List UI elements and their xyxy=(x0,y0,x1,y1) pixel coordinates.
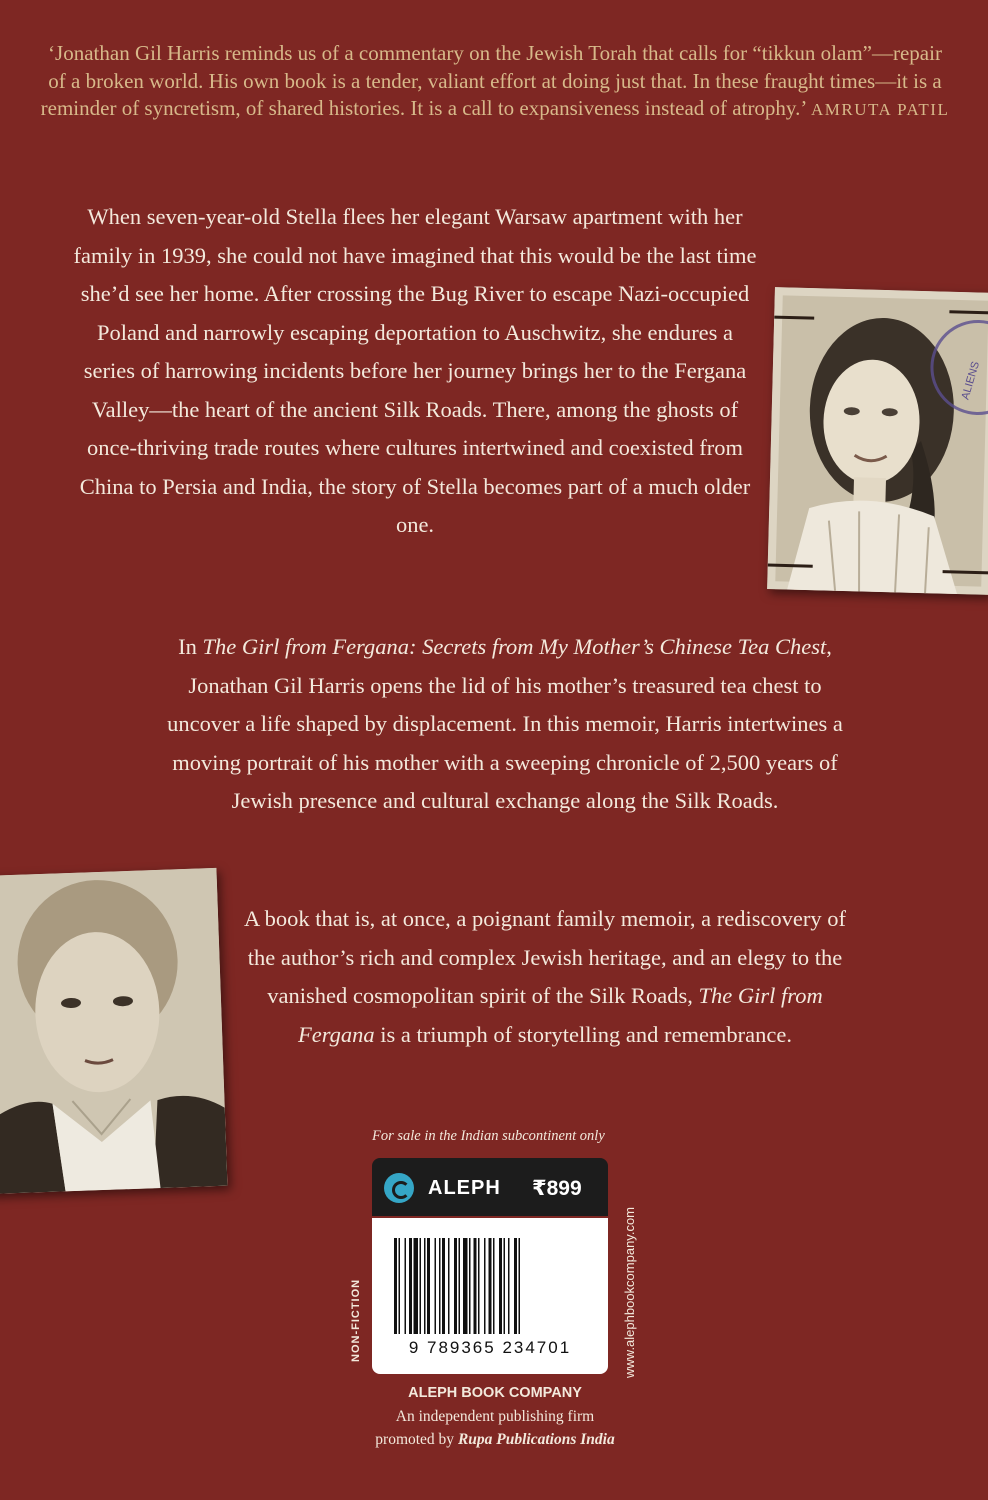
category-label: NON-FICTION xyxy=(350,1278,362,1362)
price-box-brand: ALEPH xyxy=(428,1177,501,1199)
publisher-line-2-name: Rupa Publications India xyxy=(457,1431,615,1448)
publisher-name: ALEPH BOOK COMPANY xyxy=(408,1385,582,1401)
publisher-line-1: An independent publishing firm xyxy=(395,1408,595,1425)
isbn-number: 9 789365 234701 xyxy=(408,1338,572,1357)
publisher-line-2 xyxy=(300,1428,690,1451)
p2-book-title: The Girl from Fergana: Secrets from My Mother’s Chinese Tea Chest xyxy=(202,634,827,659)
p3-rest: is a triumph of storytelling and remembrance. xyxy=(374,1021,793,1047)
p3-book-title: The Girl from Fergana xyxy=(297,983,823,1047)
barcode-box xyxy=(372,1218,608,1374)
stamp-text: ALIENS xyxy=(959,360,983,402)
sale-territory-note: For sale in the Indian subcontinent only xyxy=(372,1128,605,1144)
blurb-paragraph-3 xyxy=(235,900,855,1054)
price-label: ₹899 xyxy=(532,1177,582,1200)
p3-lead: A book that is, at once, a poignant family memoir, a rediscovery of the author’s rich and complex Jewish heritage, and an elegy to the vanished cosmopolitan spirit of the Silk Roads, xyxy=(243,906,847,1008)
publisher-block xyxy=(300,1382,690,1451)
blurb-paragraph-1: When seven-year-old Stella flees her elegant Warsaw apartment with her family in 1939, she could not have imagined that this would be the last time she’d see her home. After crossing the Bug River to escape Nazi-occupied Poland and narrowly escaping deportation to Auschwitz, she endures a series of harrowing incidents before her journey brings her to the Fergana Valley—the heart of the ancient Silk Roads. There, among the ghosts of once-thriving trade routes where cultures intertwined and coexisted from China to Persia and India, the story of Stella becomes part of a much older one. xyxy=(73,204,757,537)
publisher-line-2-lead: promoted by xyxy=(375,1431,458,1448)
vintage-photo-woman xyxy=(767,287,988,595)
publisher-website: www.alephbookcompany.com xyxy=(622,1206,637,1378)
blurb-paragraph-2 xyxy=(155,628,855,821)
p2-lead: In xyxy=(178,634,203,659)
endorsement-quote xyxy=(40,40,950,124)
quote-attribution: AMRUTA PATIL xyxy=(811,100,950,119)
quote-text: ‘Jonathan Gil Harris reminds us of a commentary on the Jewish Torah that calls for “tikkun olam”—repair of a broken world. His own book is a tender, valiant effort at doing just that. In these fraught times—it is a reminder of syncretism, of shared histories. It is a call to expansiveness instead of atrophy.’ xyxy=(40,41,942,120)
vintage-photo-girl xyxy=(0,868,227,1194)
barcode-icon xyxy=(390,1238,590,1338)
p2-rest: , Jonathan Gil Harris opens the lid of his mother’s treasured tea chest to uncover a life shaped by displacement. In this memoir, Harris intertwines a moving portrait of his mother with a sweeping chronicle of 2,500 years of Jewish presence and cultural exchange along the Silk Roads. xyxy=(167,634,843,813)
price-box xyxy=(372,1158,608,1216)
aleph-logo-icon xyxy=(384,1173,414,1203)
